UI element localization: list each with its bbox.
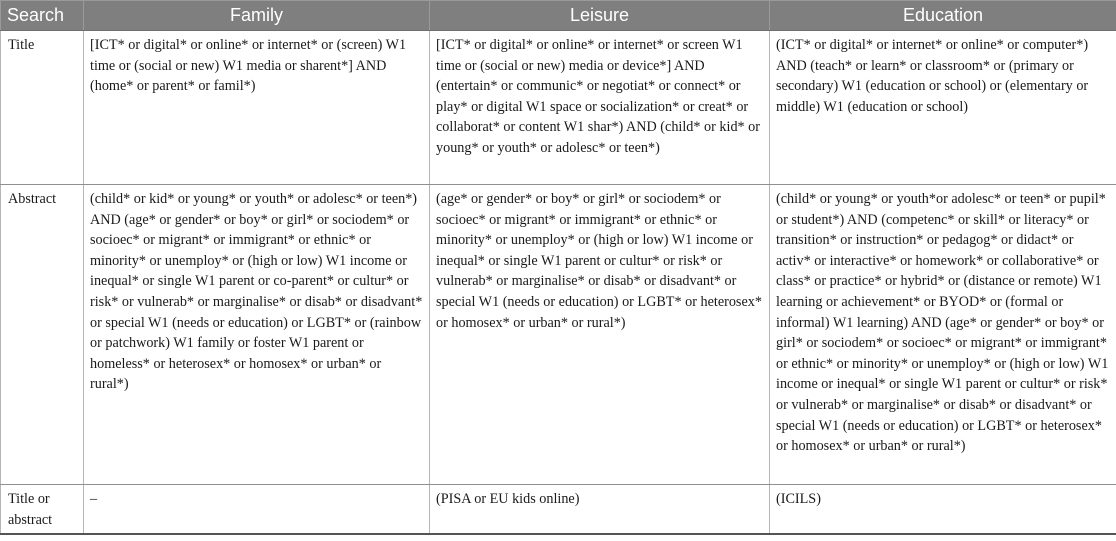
cell-education-title-or-abstract: (ICILS) xyxy=(770,485,1116,535)
table-row xyxy=(1,185,1116,485)
table-body xyxy=(1,31,1116,535)
cell-leisure-title-or-abstract: (PISA or EU kids online) xyxy=(430,485,770,535)
cell-family-abstract: (child* or kid* or young* or youth* or adolesc* or teen*) AND (age* or gender* or boy* or girl* or sociodem* or socioec* or migrant* or immigrant* or ethnic* or minority* or unemploy* or (high or low) W1 income or inequal* or single W1 parent or co-parent* or cultur* or risk* or vulnerab* or marginalise* or disab* or disadvant* or special W1 (needs or education) or LGBT* or (rainbow or patchwork) W1 family or foster W1 parent or homeless* or heterosex* or homosex* or urban* or rural*) xyxy=(84,185,430,485)
cell-leisure-title: [ICT* or digital* or online* or internet* or screen W1 time or (social or new) media or device*] AND (entertain* or communic* or negotiat* or connect* or play* or digital W1 space or socialization* or creat* or collaborat* or content W1 shar*) AND (child* or kid* or young* or youth* or adolesc* or teen*) xyxy=(430,31,770,185)
row-label-abstract: Abstract xyxy=(1,185,84,485)
cell-family-title: [ICT* or digital* or online* or internet* or (screen) W1 time or (social or new) W1 media or sharent*] AND (home* or parent* or famil*) xyxy=(84,31,430,185)
cell-education-title: (ICT* or digital* or internet* or online* or computer*) AND (teach* or learn* or classroom* or (primary or secondary) W1 (education or school) or (elementary or middle) W1 (education or school) xyxy=(770,31,1116,185)
row-label-title-or-abstract: Title or abstract xyxy=(1,485,84,535)
header-row xyxy=(1,1,1116,31)
header-leisure: Leisure xyxy=(430,1,770,31)
header-search: Search xyxy=(1,1,84,31)
table-header xyxy=(1,1,1116,31)
cell-education-abstract: (child* or young* or youth*or adolesc* or teen* or pupil* or student*) AND (competenc* or skill* or literacy* or transition* or instruction* or pedagog* or didact* or activ* or interactive* or homework* or collaborative* or class* or practice* or hybrid* or (distance or remote) W1 learning or achievement* or BYOD* or (formal or informal) W1 learning) AND (age* or gender* or boy* or girl* or sociodem* or socioec* or migrant* or immigrant* or ethnic* or minority* or unemploy* or (high or low) W1 income or inequal* or single W1 parent or cultur* or risk* or vulnerab* or marginalise* or disab* or disadvant* or special W1 (needs or education) or LGBT* or heterosex* or homosex* or urban* or rural*) xyxy=(770,185,1116,485)
cell-family-title-or-abstract: – xyxy=(84,485,430,535)
table-row xyxy=(1,31,1116,185)
header-family: Family xyxy=(84,1,430,31)
table-row xyxy=(1,485,1116,535)
row-label-title: Title xyxy=(1,31,84,185)
cell-leisure-abstract: (age* or gender* or boy* or girl* or sociodem* or socioec* or migrant* or immigrant* or ethnic* or minority* or unemploy* or (high or low) W1 income or inequal* or single W1 parent or cultur* or risk* or vulnerab* or marginalise* or disab* or disadvant* or special W1 (needs or education) or LGBT* or heterosex* or homosex* or urban* or rural*) xyxy=(430,185,770,485)
header-education: Education xyxy=(770,1,1116,31)
